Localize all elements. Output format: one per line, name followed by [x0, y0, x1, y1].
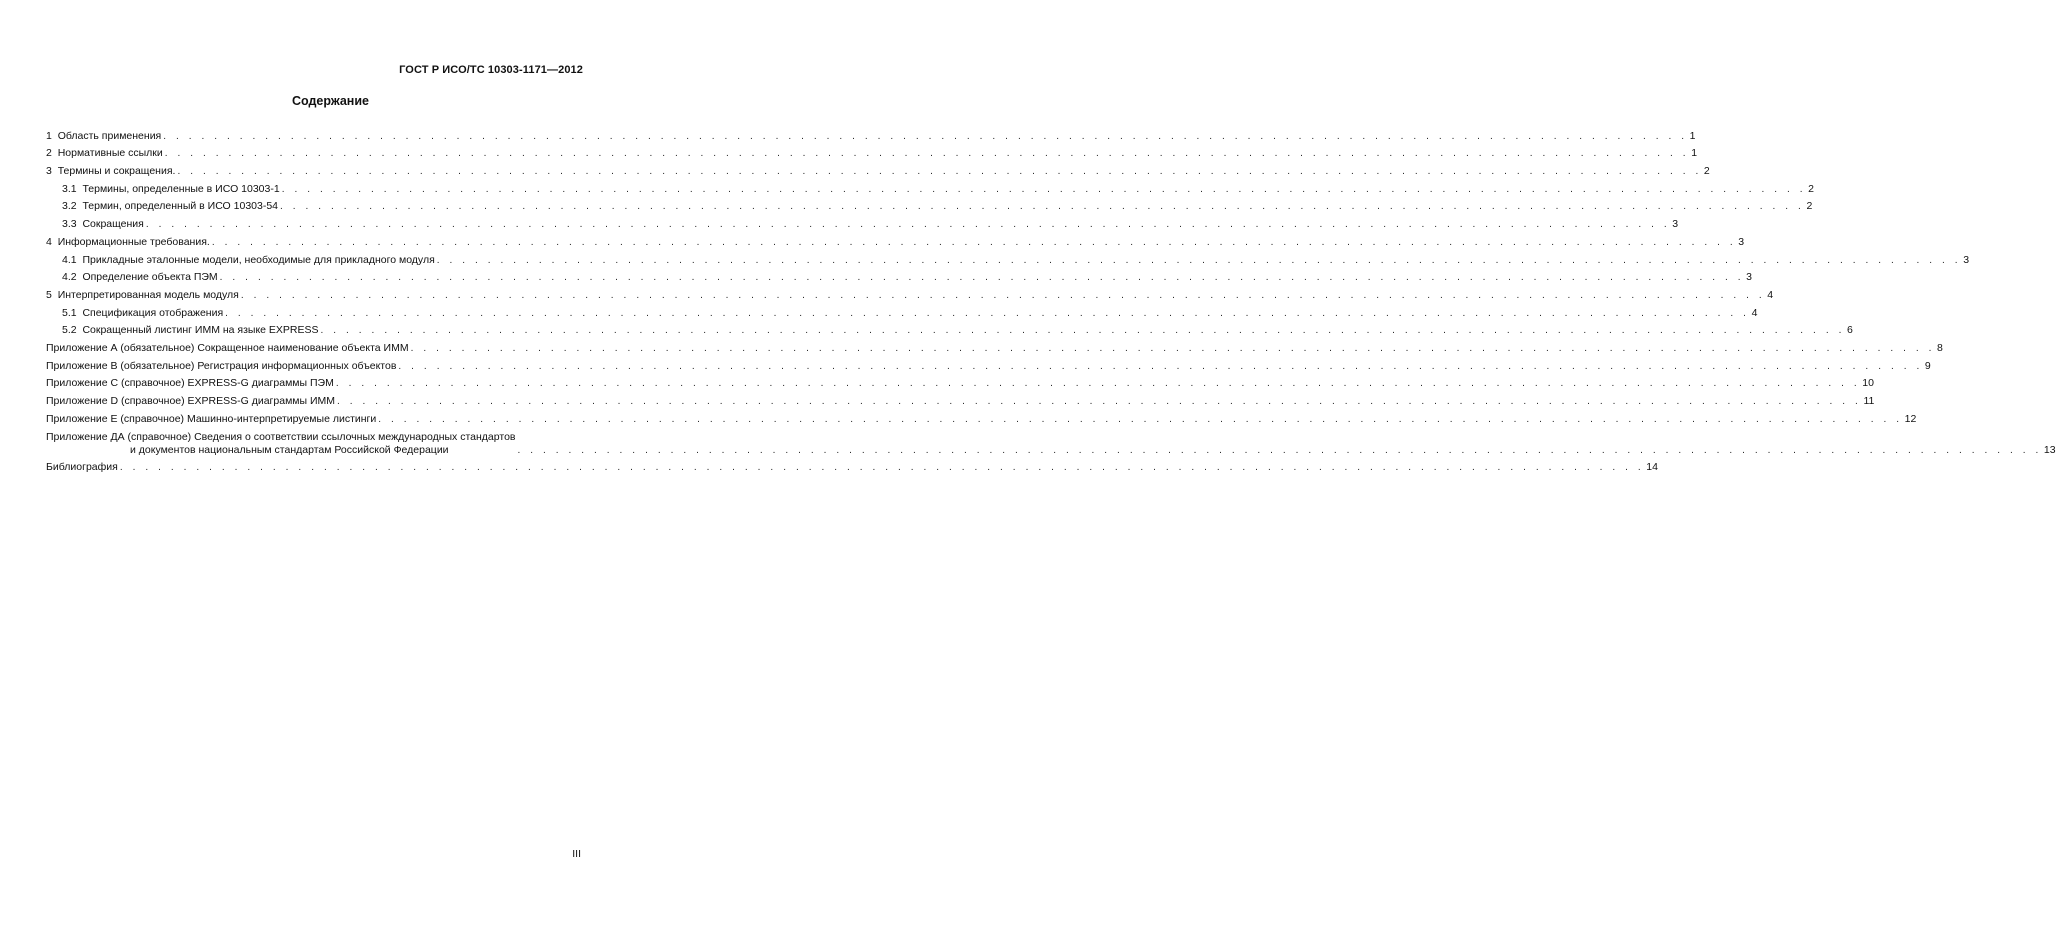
toc-entry-title: Прикладные эталонные модели, необходимые для прикладного модуля — [82, 253, 435, 266]
toc-entry-page: 10 — [1862, 377, 1874, 390]
toc-entry[interactable] — [46, 160, 1710, 178]
toc-entry-title: Приложение В (обязательное) Регистрация информационных объектов — [46, 359, 397, 372]
toc-entry-title: Интерпретированная модель модуля — [57, 288, 239, 301]
toc-entry-page: 12 — [1904, 412, 1917, 425]
table-of-contents — [46, 125, 2056, 474]
toc-entry[interactable] — [46, 249, 1970, 267]
toc-entry-title: Библиография — [46, 461, 118, 474]
dot-leader: . . . . . . . . . . . . . . . . . . . . . . . . . . . . . . . . . . . . . . . . . . . . . . . . . . . . . . . . . . . . . . . . . . . . . . . . . . . . . . . . . . . . . . . . . . . . . . . . . . . . . . . . . . . . . . . . . . . . . . . . — [119, 462, 1645, 474]
toc-entry-title: Приложение D (справочное) EXPRESS-G диаграммы ИММ — [46, 395, 336, 407]
toc-entry-page: 2 — [1806, 200, 1813, 213]
toc-entry-page: 1 — [1689, 129, 1696, 142]
toc-entry-number: 3.1 — [62, 182, 77, 195]
toc-entry-title: Сокращения — [82, 218, 144, 231]
toc-entry[interactable] — [46, 284, 1774, 302]
toc-entry-page: 3 — [1672, 218, 1679, 231]
toc-entry[interactable] — [46, 178, 1814, 196]
dot-leader: . . . . . . . . . . . . . . . . . . . . . . . . . . . . . . . . . . . . . . . . . . . . . . . . . . . . . . . . . . . . . . . . . . . . . . . . . . . . . . . . . . . . . . . . . . . . . . . . . . . . . . . . . . . . . . . . . . . . . . . . — [240, 289, 1766, 301]
toc-entry-page: 4 — [1767, 288, 1774, 301]
toc-entry-page: 2 — [1703, 165, 1710, 178]
toc-entry-number: 1 — [46, 129, 52, 142]
dot-leader: . . . . . . . . . . . . . . . . . . . . . . . . . . . . . . . . . . . . . . . . . . . . . . . . . . . . . . . . . . . . . . . . . . . . . . . . . . . . . . . . . . . . . . . . . . . . . . . . . . . . . . . . . . . . . . . . . . . . . . . . — [281, 183, 1807, 195]
dot-leader: . . . . . . . . . . . . . . . . . . . . . . . . . . . . . . . . . . . . . . . . . . . . . . . . . . . . . . . . . . . . . . . . . . . . . . . . . . . . . . . . . . . . . . . . . . . . . . . . . . . . . . . . . . . . . . . . . . . . . . . . — [398, 360, 1923, 372]
toc-entry-title: Спецификация отображения — [82, 306, 224, 319]
toc-entry[interactable] — [46, 125, 1696, 143]
toc-entry[interactable] — [46, 355, 1931, 373]
dot-leader: . . . . . . . . . . . . . . . . . . . . . . . . . . . . . . . . . . . . . . . . . . . . . . . . . . . . . . . . . . . . . . . . . . . . . . . . . . . . . . . . . . . . . . . . . . . . . . . . . . . . . . . . . . . . . . . . . . . . . . . . — [164, 148, 1690, 160]
toc-entry[interactable] — [46, 320, 1853, 338]
toc-entry-title: Приложение С (справочное) EXPRESS-G диаграммы ПЭМ — [46, 377, 334, 390]
toc-entry-number: 4.1 — [62, 253, 77, 266]
dot-leader: . . . . . . . . . . . . . . . . . . . . . . . . . . . . . . . . . . . . . . . . . . . . . . . . . . . . . . . . . . . . . . . . . . . . . . . . . . . . . . . . . . . . . . . . . . . . . . . . . . . . . . . . . . . . . . . . . . . . . . . . — [517, 444, 2042, 456]
toc-entry-number: 3 — [46, 165, 52, 178]
toc-entry-page: 6 — [1846, 324, 1853, 337]
toc-entry[interactable] — [46, 267, 1752, 285]
toc-entry-page: 2 — [1808, 182, 1814, 195]
toc-entry-page: 3 — [1738, 235, 1745, 248]
dot-leader: . . . . . . . . . . . . . . . . . . . . . . . . . . . . . . . . . . . . . . . . . . . . . . . . . . . . . . . . . . . . . . . . . . . . . . . . . . . . . . . . . . . . . . . . . . . . . . . . . . . . . . . . . . . . . . . . . . . . . . . . — [410, 342, 1936, 354]
toc-entry-title: Информационные требования. — [57, 235, 210, 248]
toc-entry-number: 3.3 — [62, 218, 77, 231]
toc-entry[interactable] — [46, 426, 2056, 457]
toc-entry-number: 5.2 — [62, 324, 77, 337]
dot-leader: . . . . . . . . . . . . . . . . . . . . . . . . . . . . . . . . . . . . . . . . . . . . . . . . . . . . . . . . . . . . . . . . . . . . . . . . . . . . . . . . . . . . . . . . . . . . . . . . . . . . . . . . . . . . . . . . . . . . . . . . — [378, 413, 1903, 425]
toc-entry-number: 5 — [46, 288, 52, 301]
dot-leader: . . . . . . . . . . . . . . . . . . . . . . . . . . . . . . . . . . . . . . . . . . . . . . . . . . . . . . . . . . . . . . . . . . . . . . . . . . . . . . . . . . . . . . . . . . . . . . . . . . . . . . . . . . . . . . . . . . . . . . . . — [211, 236, 1737, 248]
toc-entry[interactable] — [46, 196, 1813, 214]
toc-entry[interactable] — [46, 337, 1943, 355]
toc-entry-page: 14 — [1646, 461, 1658, 474]
toc-entry-page: 4 — [1751, 306, 1758, 319]
toc-entry-page: 13 — [2043, 443, 2056, 456]
toc-entry-page: 11 — [1863, 395, 1875, 407]
toc-entry-page: 1 — [1691, 147, 1698, 160]
dot-leader: . . . . . . . . . . . . . . . . . . . . . . . . . . . . . . . . . . . . . . . . . . . . . . . . . . . . . . . . . . . . . . . . . . . . . . . . . . . . . . . . . . . . . . . . . . . . . . . . . . . . . . . . . . . . . . . . . . . . . . . . — [280, 201, 1805, 213]
toc-entry[interactable] — [46, 213, 1679, 231]
dot-leader: . . . . . . . . . . . . . . . . . . . . . . . . . . . . . . . . . . . . . . . . . . . . . . . . . . . . . . . . . . . . . . . . . . . . . . . . . . . . . . . . . . . . . . . . . . . . . . . . . . . . . . . . . . . . . . . . . . . . . . . . — [320, 325, 1845, 337]
toc-entry-title: Приложение ДА (справочное) Сведения о соответствии ссылочных международных стандартов — [46, 430, 516, 443]
toc-entry-number: 4.2 — [62, 271, 77, 284]
page-title: Содержание — [291, 94, 369, 108]
toc-entry-title: Термины, определенные в ИСО 10303-1 — [82, 182, 280, 195]
toc-entry-title-continued: и документов национальным стандартам Российской Федерации — [130, 443, 449, 456]
toc-entry-title: Определение объекта ПЭМ — [82, 271, 218, 284]
dot-leader: . . . . . . . . . . . . . . . . . . . . . . . . . . . . . . . . . . . . . . . . . . . . . . . . . . . . . . . . . . . . . . . . . . . . . . . . . . . . . . . . . . . . . . . . . . . . . . . . . . . . . . . . . . . . . . . . . . . . . . . . — [436, 254, 1962, 266]
toc-entry-page: 3 — [1963, 253, 1970, 266]
toc-entry-title: Область применения — [57, 129, 162, 142]
dot-leader: . . . . . . . . . . . . . . . . . . . . . . . . . . . . . . . . . . . . . . . . . . . . . . . . . . . . . . . . . . . . . . . . . . . . . . . . . . . . . . . . . . . . . . . . . . . . . . . . . . . . . . . . . . . . . . . . . . . . . . . . — [177, 166, 1702, 178]
toc-entry-title: Сокращенный листинг ИММ на языке EXPRESS — [82, 324, 319, 337]
dot-leader: . . . . . . . . . . . . . . . . . . . . . . . . . . . . . . . . . . . . . . . . . . . . . . . . . . . . . . . . . . . . . . . . . . . . . . . . . . . . . . . . . . . . . . . . . . . . . . . . . . . . . . . . . . . . . . . . . . . . . . . . — [145, 219, 1671, 231]
toc-entry-page: 9 — [1924, 359, 1931, 372]
dot-leader: . . . . . . . . . . . . . . . . . . . . . . . . . . . . . . . . . . . . . . . . . . . . . . . . . . . . . . . . . . . . . . . . . . . . . . . . . . . . . . . . . . . . . . . . . . . . . . . . . . . . . . . . . . . . . . . . . . . . . . . . — [337, 396, 1862, 407]
dot-leader: . . . . . . . . . . . . . . . . . . . . . . . . . . . . . . . . . . . . . . . . . . . . . . . . . . . . . . . . . . . . . . . . . . . . . . . . . . . . . . . . . . . . . . . . . . . . . . . . . . . . . . . . . . . . . . . . . . . . . . . . — [163, 130, 1688, 142]
toc-entry[interactable] — [46, 302, 1758, 320]
toc-entry[interactable] — [46, 408, 1917, 426]
toc-entry-page: 3 — [1746, 271, 1752, 284]
toc-entry-number: 5.1 — [62, 306, 77, 319]
toc-entry-number: 3.2 — [62, 200, 77, 213]
dot-leader: . . . . . . . . . . . . . . . . . . . . . . . . . . . . . . . . . . . . . . . . . . . . . . . . . . . . . . . . . . . . . . . . . . . . . . . . . . . . . . . . . . . . . . . . . . . . . . . . . . . . . . . . . . . . . . . . . . . . . . . . — [335, 378, 1861, 390]
toc-entry-title: Термины и сокращения. — [57, 165, 176, 178]
toc-entry-title: Приложение Е (справочное) Машинно-интерпретируемые листинги — [46, 412, 377, 425]
toc-entry[interactable] — [46, 231, 1745, 249]
toc-entry-number: 4 — [46, 235, 52, 248]
toc-entry-number: 2 — [46, 147, 52, 160]
toc-entry[interactable] — [46, 390, 1875, 408]
page-number: III — [572, 848, 581, 860]
toc-entry[interactable] — [46, 457, 1658, 475]
toc-entry-title: Приложение А (обязательное) Сокращенное наименование объекта ИММ — [46, 341, 409, 354]
toc-entry-title: Термин, определенный в ИСО 10303-54 — [82, 200, 279, 213]
dot-leader: . . . . . . . . . . . . . . . . . . . . . . . . . . . . . . . . . . . . . . . . . . . . . . . . . . . . . . . . . . . . . . . . . . . . . . . . . . . . . . . . . . . . . . . . . . . . . . . . . . . . . . . . . . . . . . . . . . . . . . . . — [225, 307, 1750, 319]
toc-entry-title: Нормативные ссылки — [57, 147, 163, 160]
toc-entry[interactable] — [46, 373, 1874, 391]
dot-leader: . . . . . . . . . . . . . . . . . . . . . . . . . . . . . . . . . . . . . . . . . . . . . . . . . . . . . . . . . . . . . . . . . . . . . . . . . . . . . . . . . . . . . . . . . . . . . . . . . . . . . . . . . . . . . . . . . . . . . . . . — [219, 272, 1745, 284]
toc-entry-page: 8 — [1937, 341, 1943, 354]
document-id-header: ГОСТ Р ИСО/ТС 10303-1171—2012 — [399, 64, 583, 76]
toc-entry[interactable] — [46, 143, 1698, 161]
